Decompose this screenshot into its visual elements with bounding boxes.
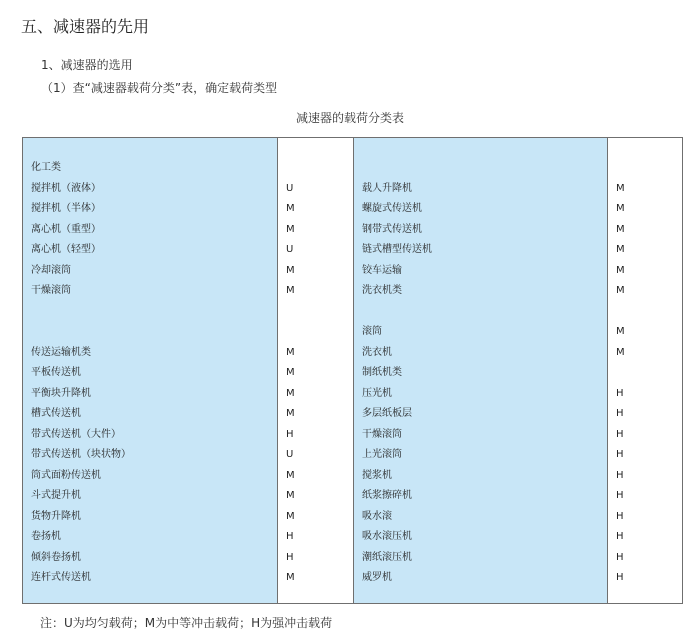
right-machine-name-14: 上光滚筒	[362, 449, 402, 460]
left-load-type-11: M	[286, 387, 295, 399]
left-machine-name-0: 化工类	[31, 162, 61, 173]
left-load-type-6: M	[286, 285, 295, 296]
left-load-type-15: M	[286, 469, 295, 481]
left-machine-name-19: 倾斜卷扬机	[31, 551, 81, 563]
right-machine-name-9: 洗衣机	[362, 346, 392, 358]
right-load-type-12: H	[616, 408, 624, 419]
right-load-type-17: H	[616, 510, 624, 522]
right-machine-name-11: 压光机	[362, 387, 392, 399]
right-load-type-5: M	[616, 264, 625, 276]
right-machine-name-6: 洗衣机类	[362, 285, 402, 296]
right-machine-name-18: 吸水滚压机	[362, 531, 412, 542]
left-load-type-16: M	[286, 490, 295, 501]
right-load-type-18: H	[616, 531, 624, 542]
right-load-type-11: H	[616, 387, 624, 399]
right-machine-name-2: 螺旋式传送机	[362, 203, 422, 214]
left-load-type-14: U	[286, 449, 294, 460]
right-machine-name-12: 多层纸板层	[362, 408, 412, 419]
right-load-type-14: H	[616, 449, 624, 460]
right-load-type-19: H	[616, 551, 624, 563]
left-load-type-1: U	[286, 182, 294, 194]
left-load-type-20: M	[286, 572, 295, 583]
left-load-type-19: H	[286, 551, 294, 563]
right-machine-name-17: 吸水滚	[362, 510, 392, 522]
left-machine-name-3: 离心机（重型）	[31, 223, 101, 235]
load-classification-table	[22, 137, 683, 604]
left-machine-name-11: 平衡块升降机	[31, 387, 91, 399]
right-load-type-4: M	[616, 244, 625, 255]
left-load-type-5: M	[286, 264, 295, 276]
footnote: 注：U为均匀载荷；M为中等冲击载荷；H为强冲击载荷	[40, 616, 333, 630]
right-machine-name-4: 链式槽型传送机	[362, 244, 432, 255]
section-heading: 五、减速器的先用	[21, 17, 150, 36]
right-load-type-1: M	[616, 182, 625, 194]
left-load-type-10: M	[286, 367, 295, 378]
right-machine-name-1: 载人升降机	[362, 182, 412, 194]
left-machine-name-14: 带式传送机（块状物）	[31, 449, 131, 460]
instruction-text: （1）查“减速器载荷分类”表，确定载荷类型	[41, 81, 278, 95]
right-name-column	[354, 138, 608, 603]
left-name-column	[23, 138, 278, 603]
left-load-type-18: H	[286, 531, 294, 542]
left-machine-name-10: 平板传送机	[31, 367, 81, 378]
left-machine-name-5: 冷却滚筒	[31, 264, 71, 276]
left-load-type-4: U	[286, 244, 294, 255]
left-machine-name-13: 带式传送机（大件）	[31, 428, 121, 440]
right-load-type-15: H	[616, 469, 624, 481]
left-load-type-2: M	[286, 203, 295, 214]
right-load-type-13: H	[616, 428, 624, 440]
right-load-type-20: H	[616, 572, 624, 583]
left-machine-name-1: 搅拌机（液体）	[31, 182, 101, 194]
left-machine-name-16: 斗式提升机	[31, 490, 81, 501]
left-load-type-9: M	[286, 346, 295, 358]
right-machine-name-13: 干燥滚筒	[362, 428, 402, 440]
left-type-column	[278, 138, 354, 603]
left-machine-name-4: 离心机（轻型）	[31, 244, 101, 255]
right-load-type-9: M	[616, 346, 625, 358]
right-load-type-8: M	[616, 326, 625, 337]
right-machine-name-3: 钢带式传送机	[362, 223, 422, 235]
right-machine-name-19: 潮纸滚压机	[362, 551, 412, 563]
left-load-type-13: H	[286, 428, 294, 440]
right-machine-name-20: 威罗机	[362, 572, 392, 583]
left-machine-name-15: 筒式面粉传送机	[31, 469, 101, 481]
right-machine-name-16: 纸浆擦碎机	[362, 490, 412, 501]
left-machine-name-2: 搅拌机（半体）	[31, 203, 101, 214]
left-load-type-17: M	[286, 510, 295, 522]
right-machine-name-5: 铰车运输	[362, 264, 402, 276]
right-machine-name-10: 制纸机类	[362, 367, 402, 378]
right-machine-name-15: 搅浆机	[362, 469, 392, 481]
left-machine-name-17: 货物升降机	[31, 510, 81, 522]
right-load-type-3: M	[616, 223, 625, 235]
left-load-type-3: M	[286, 223, 295, 235]
table-caption: 减速器的载荷分类表	[295, 111, 404, 125]
subsection-title: 1、减速器的选用	[41, 58, 133, 72]
left-machine-name-20: 连杆式传送机	[31, 572, 91, 583]
left-machine-name-12: 槽式传送机	[31, 408, 81, 419]
right-load-type-6: M	[616, 285, 625, 296]
right-load-type-2: M	[616, 203, 625, 214]
left-machine-name-18: 卷扬机	[31, 531, 61, 542]
right-machine-name-8: 滚筒	[362, 326, 382, 337]
left-machine-name-9: 传送运输机类	[31, 346, 91, 358]
left-load-type-12: M	[286, 408, 295, 419]
right-load-type-16: H	[616, 490, 624, 501]
right-type-column	[608, 138, 682, 603]
left-machine-name-6: 干燥滚筒	[31, 285, 71, 296]
